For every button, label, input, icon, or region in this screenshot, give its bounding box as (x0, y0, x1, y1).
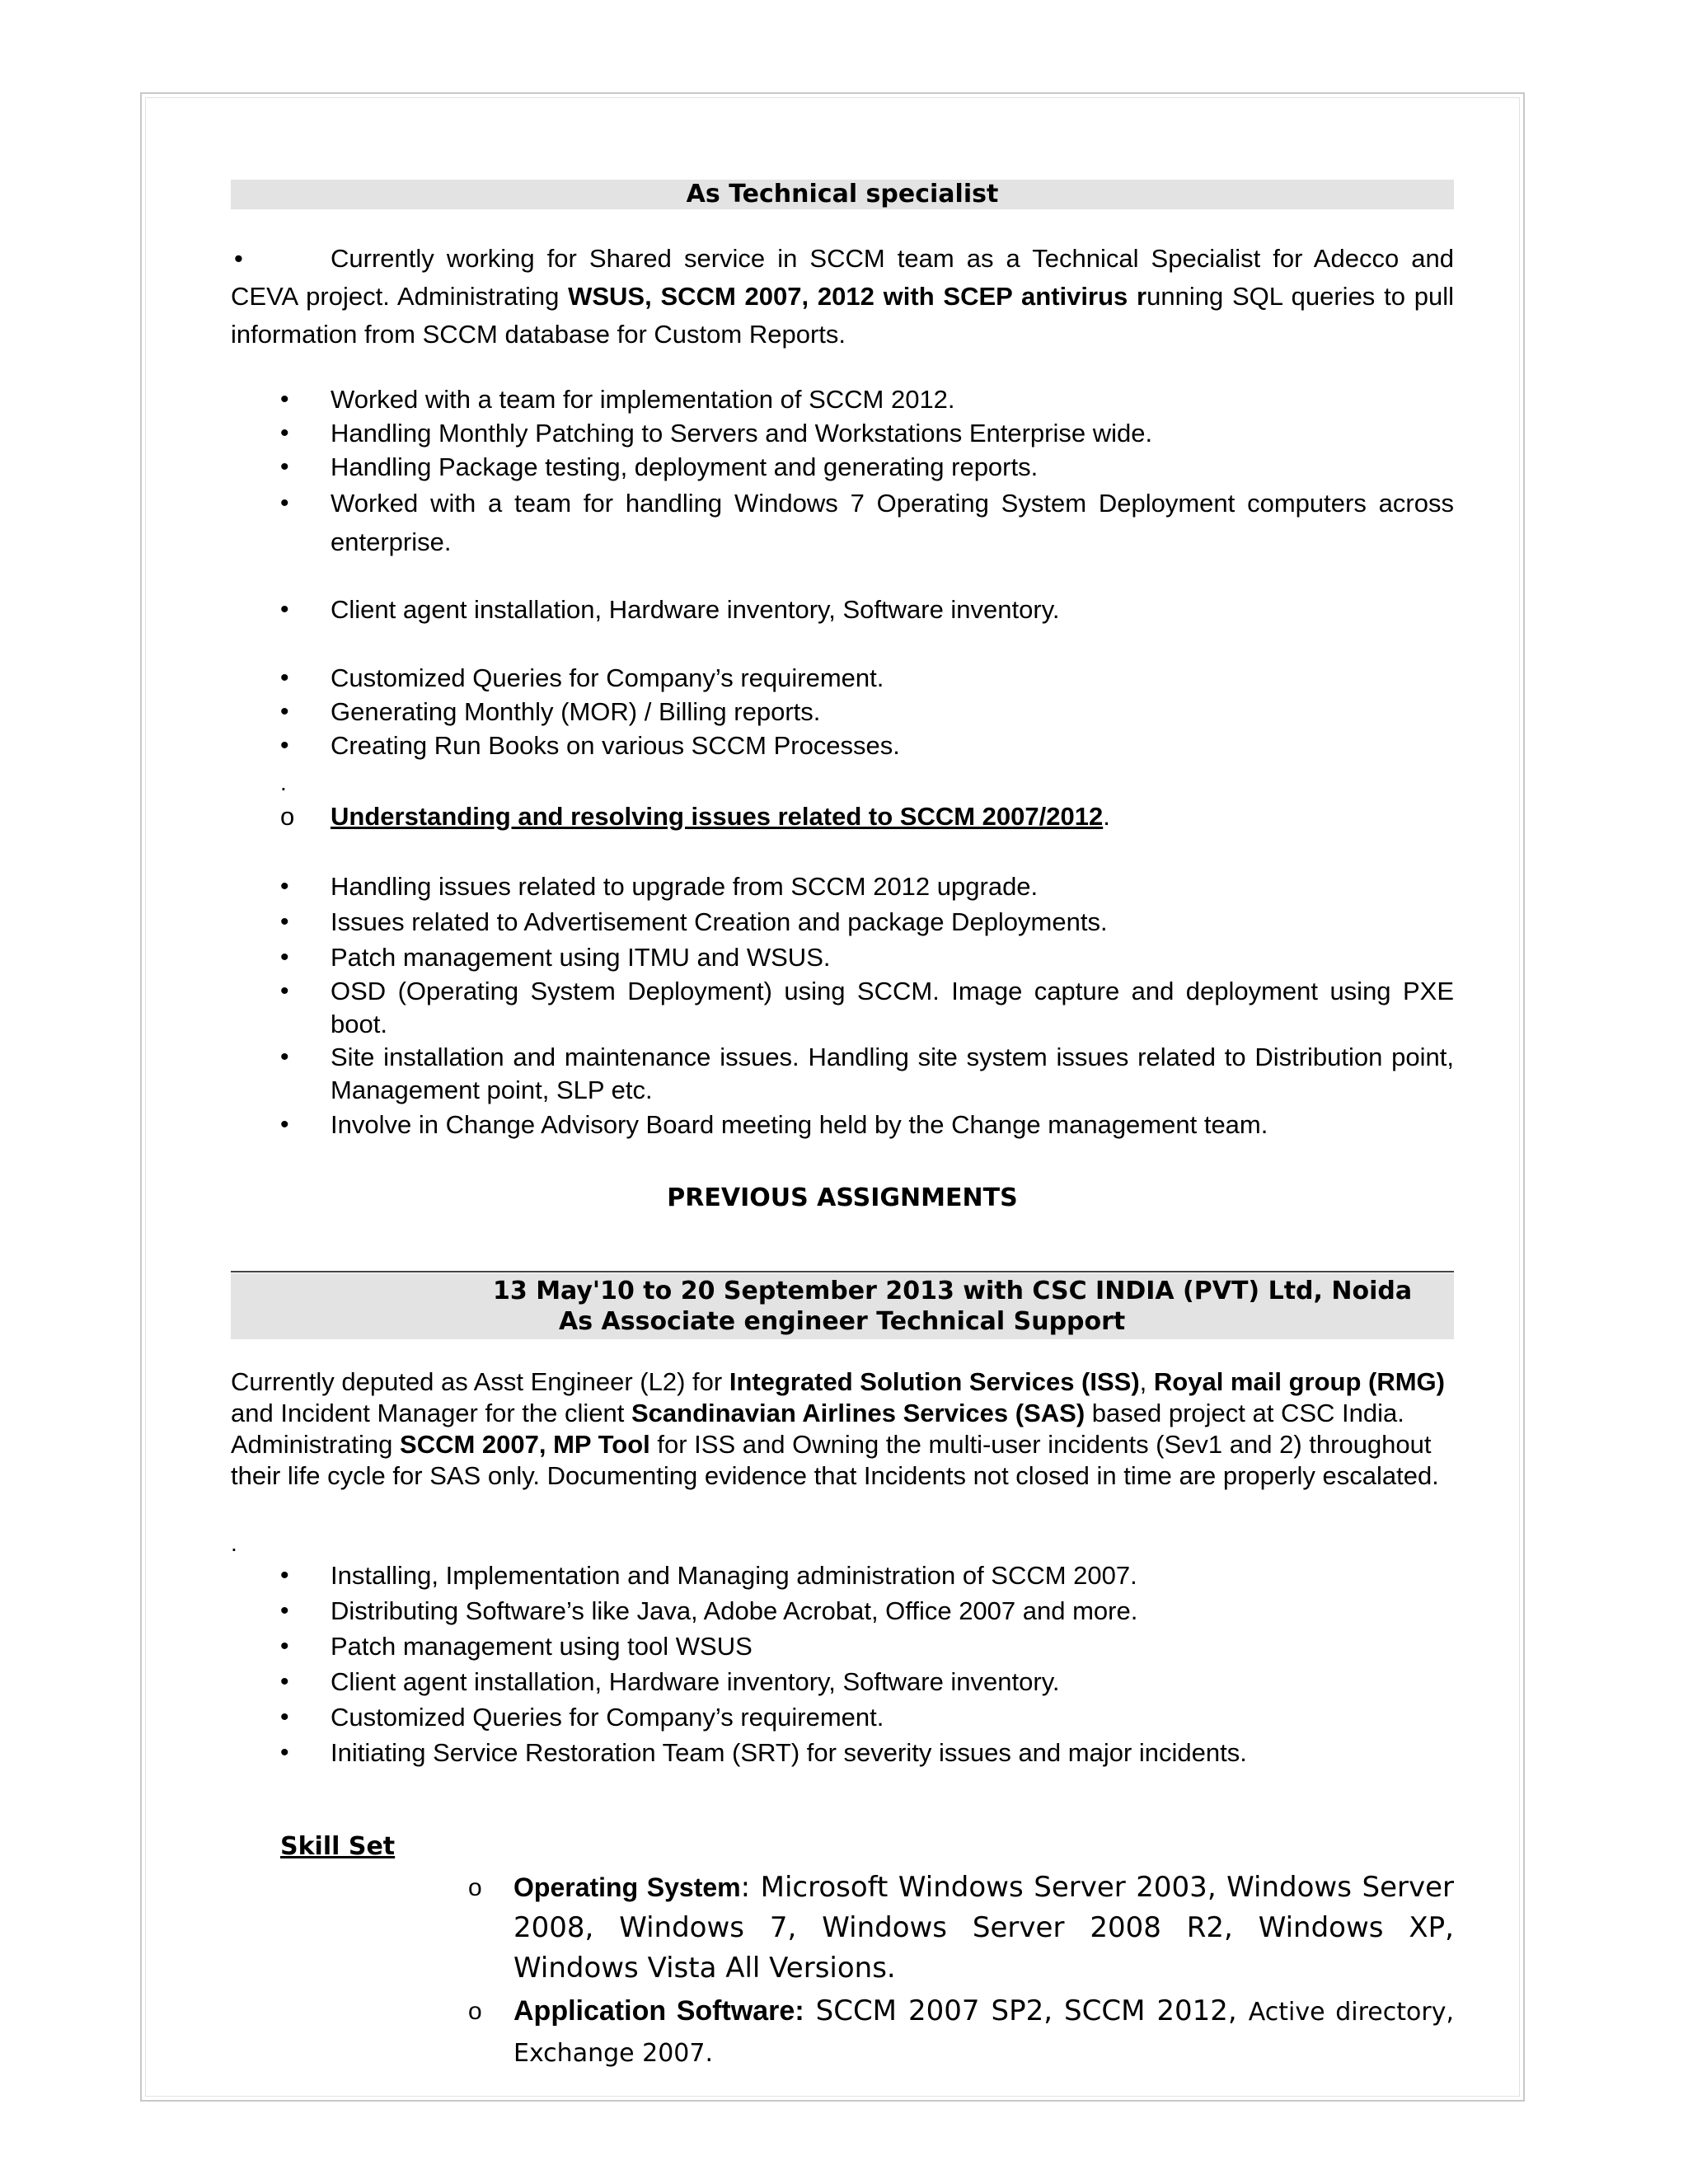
list-item: • Creating Run Books on various SCCM Processes. (280, 731, 900, 760)
responsibilities-list (231, 382, 1454, 762)
intro-paragraph (231, 240, 1454, 354)
list-item: • Initiating Service Restoration Team (SRT) for severity issues and major incidents. (280, 1738, 1247, 1767)
assignment-header (231, 1276, 1454, 1337)
intro-bullet: • (234, 244, 243, 273)
assignment-role: As Associate engineer Technical Support (559, 1307, 1126, 1336)
list-item: • Patch management using ITMU and WSUS. (280, 943, 831, 972)
assignment-list (231, 1558, 1454, 1770)
list-item: • Patch management using tool WSUS (280, 1632, 753, 1661)
assignment-paragraph: Currently deputed as Asst Engineer (L2) for Integrated Solution Services (ISS), Royal mail group (RMG) and Incident Manager for the client Scandinavian Airlines Services (SAS) based project at CSC India. Administrating SCCM 2007, MP Tool for ISS and Owning the multi-user incidents (Sev1 and 2) throughout their life cycle for SAS only. Documenting evidence that Incidents not closed in time are properly escalated. (231, 1367, 1445, 1490)
list-item: • Issues related to Advertisement Creation and package Deployments. (280, 907, 1108, 936)
skill-application-software: o Application Software: SCCM 2007 SP2, SCCM 2012, Active directory, Exchange 2007. (513, 1991, 1454, 2074)
list-item: • Site installation and maintenance issues. Handling site system issues related to Distribution point, Management point, SLP etc. (280, 1043, 1454, 1104)
list-item: • Client agent installation, Hardware inventory, Software inventory. (280, 1667, 1060, 1696)
list-item: • Client agent installation, Hardware inventory, Software inventory. (280, 595, 1060, 624)
list-item: • Generating Monthly (MOR) / Billing reports. (280, 697, 821, 726)
list-item: • Handling Monthly Patching to Servers and Workstations Enterprise wide. (280, 419, 1153, 448)
previous-assignments-title: PREVIOUS ASSIGNMENTS (667, 1183, 1018, 1212)
list-item: • Installing, Implementation and Managing administration of SCCM 2007. (280, 1561, 1137, 1590)
stray-dot-2: . (231, 1530, 237, 1556)
list-item: • Involve in Change Advisory Board meeting held by the Change management team. (280, 1110, 1268, 1139)
list-item: • Customized Queries for Company’s requirement. (280, 1703, 884, 1732)
skill-set-title: Skill Set (280, 1832, 396, 1861)
assignment-dates: 13 May'10 to 20 September 2013 with CSC INDIA (PVT) Ltd, Noida (493, 1277, 1413, 1305)
intro-text: Currently working for Shared service in SCCM team as a Technical Specialist for Adecco and CEVA project. Administrating (231, 244, 1454, 311)
section-title-technical-specialist: As Technical specialist (686, 180, 999, 209)
stray-dot: . (280, 770, 287, 795)
hollow-bullet-icon: o (280, 802, 295, 831)
intro-bold-text: WSUS, SCCM 2007, 2012 with SCEP antivirus r (568, 282, 1147, 311)
sub-heading-text: Understanding and resolving issues related to SCCM 2007/2012 (331, 802, 1104, 831)
list-item: • Worked with a team for handling Windows 7 Operating System Deployment computers across enterprise. (280, 489, 1454, 556)
list-item: • OSD (Operating System Deployment) using SCCM. Image capture and deployment using PXE boot. (280, 977, 1454, 1038)
divider-line (231, 1271, 1454, 1272)
list-item: • Customized Queries for Company’s requirement. (280, 663, 884, 692)
hollow-bullet-icon: o (468, 1998, 482, 2025)
intro-text-end: unning SQL queries to pull information from SCCM database for Custom Reports. (231, 282, 1454, 349)
list-item: • Worked with a team for implementation of SCCM 2012. (280, 385, 955, 414)
skill-operating-system: o Operating System: Microsoft Windows Server 2003, Windows Server 2008, Windows 7, Windows Server 2008 R2, Windows XP, Windows Vista All Versions. (513, 1868, 1454, 1989)
issues-list (231, 869, 1454, 1142)
list-item: • Handling issues related to upgrade from SCCM 2012 upgrade. (280, 872, 1039, 901)
hollow-bullet-icon: o (468, 1874, 482, 1901)
list-item: • Handling Package testing, deployment and generating reports. (280, 452, 1039, 481)
list-item: • Distributing Software’s like Java, Adobe Acrobat, Office 2007 and more. (280, 1596, 1138, 1625)
